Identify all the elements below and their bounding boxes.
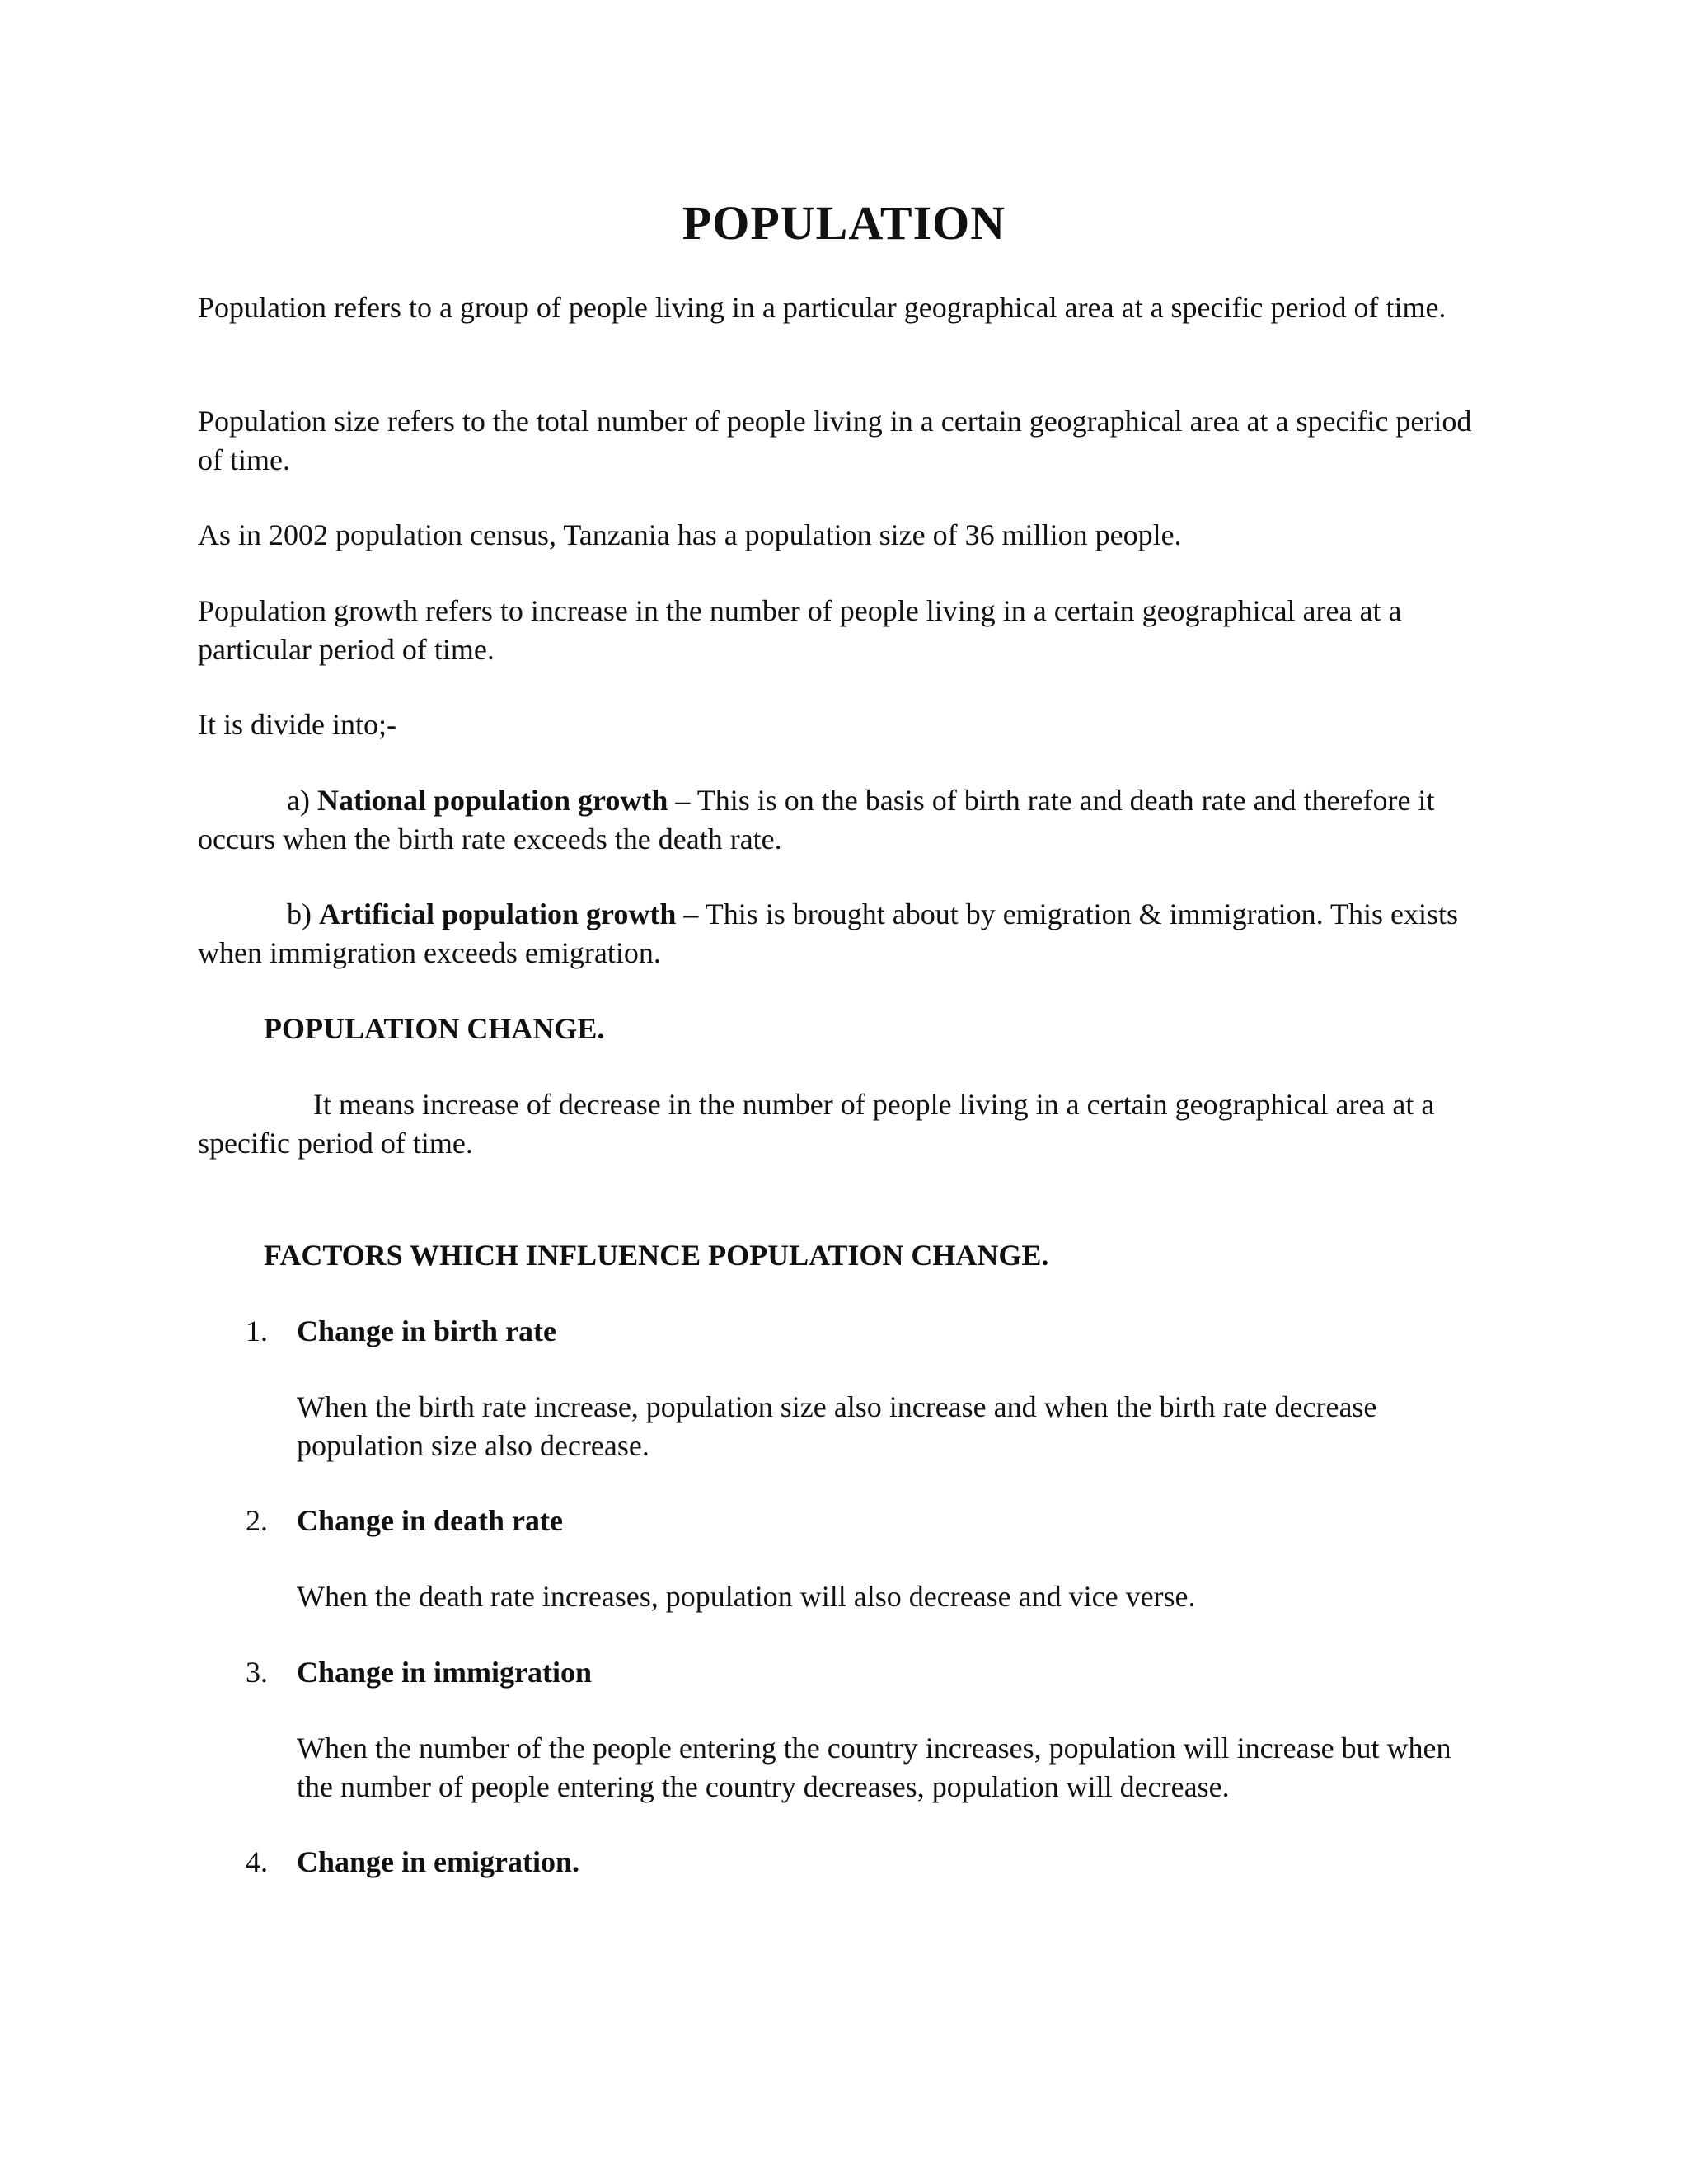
factors-heading: FACTORS WHICH INFLUENCE POPULATION CHANGE. [264,1239,1049,1272]
population-change-heading: POPULATION CHANGE. [264,1012,605,1045]
population-change-text [198,1085,1500,1163]
growth-type-marker: a) [287,784,310,817]
factor-text-immigration: When the number of the people entering the country increases, population will increase but when the number of people entering the country decreases, population will decrease. [297,1732,1451,1803]
definition-population-growth: Population growth refers to increase in the number of people living in a certain geographical area at a particular period of time. [198,594,1402,666]
growth-type-marker: b) [287,898,312,930]
census-statement: As in 2002 population census, Tanzania has a population size of 36 million people. [198,518,1182,551]
growth-type-term: National population growth [316,784,668,817]
factor-number: 4. [246,1845,268,1878]
growth-type-term: Artificial population growth [319,898,677,930]
population-change-body: It means increase of decrease in the number of people living in a certain geographical area at a specific period of time. [198,1088,1435,1160]
factor-title-death-rate: Change in death rate [297,1504,563,1537]
factor-title-birth-rate: Change in birth rate [297,1315,556,1347]
definition-population: Population refers to a group of people living in a particular geographical area at a specific period of time. [198,291,1447,324]
factor-text-birth-rate: When the birth rate increase, population size also increase and when the birth rate decrease population size also decrease. [297,1390,1377,1462]
page-title: POPULATION [682,196,1006,250]
divide-into-line: It is divide into;- [198,708,396,741]
growth-type-national [198,781,1500,859]
growth-type-text: – This is brought about by emigration & immigration. This exists when immigration exceeds emigration. [198,898,1458,969]
factor-number: 3. [246,1656,268,1689]
factor-title-emigration: Change in emigration. [297,1845,580,1878]
growth-type-text: – This is on the basis of birth rate and death rate and therefore it occurs when the birth rate exceeds the death rate. [198,784,1435,855]
factor-title-immigration: Change in immigration [297,1656,593,1689]
factor-number: 2. [246,1504,268,1537]
factor-text-death-rate: When the death rate increases, population will also decrease and vice verse. [297,1580,1196,1613]
factor-number: 1. [246,1315,268,1347]
growth-type-artificial [198,895,1500,972]
definition-population-size: Population size refers to the total number of people living in a certain geographical area at a specific period of time. [198,405,1472,476]
